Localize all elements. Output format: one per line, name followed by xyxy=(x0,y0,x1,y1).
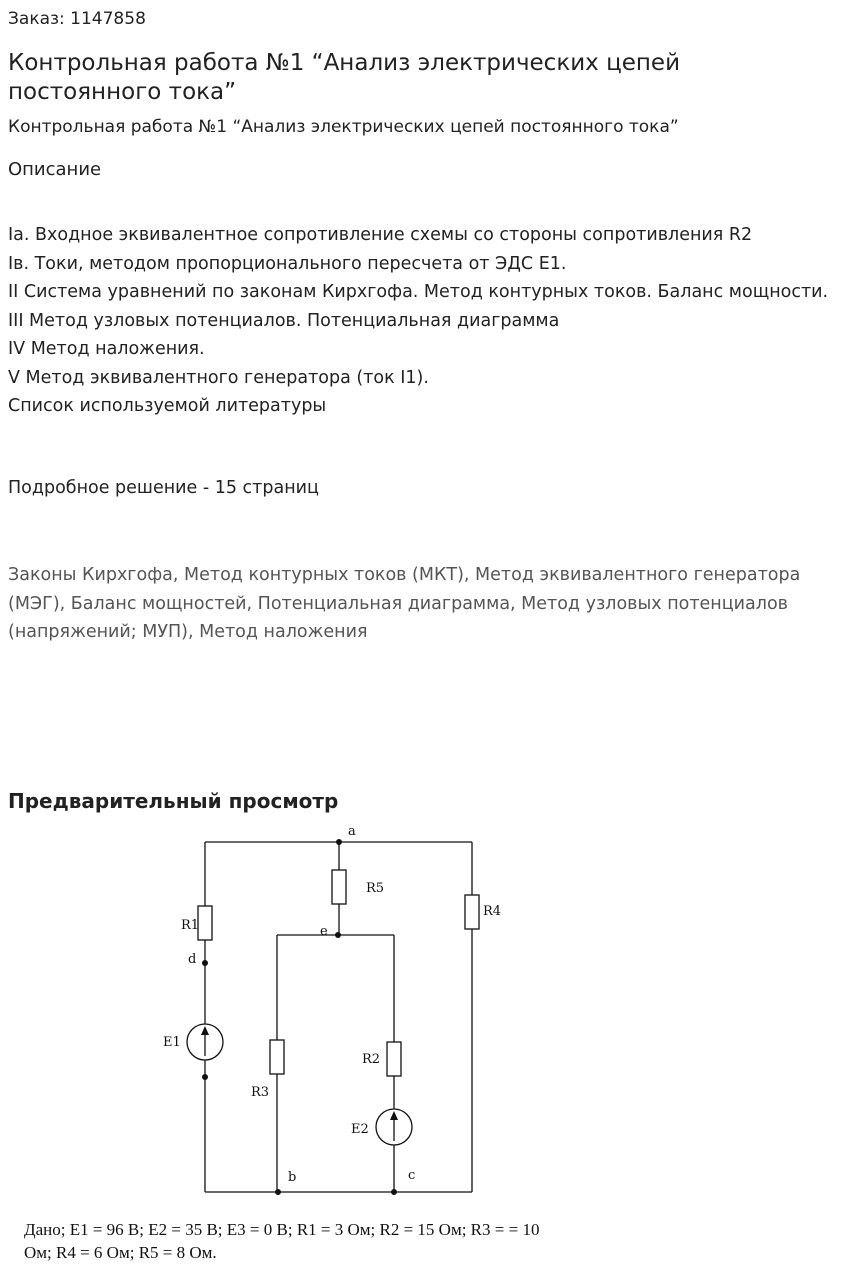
list-item: II Система уравнений по законам Кирхгофа. Метод контурных токов. Баланс мощности. xyxy=(8,282,829,302)
label-e2: E2 xyxy=(351,1122,369,1137)
subtitle: Контрольная работа №1 “Анализ электрических цепей постоянного тока” xyxy=(8,117,679,137)
page-title: Контрольная работа №1 “Анализ электрических цепей постоянного тока” xyxy=(8,50,681,105)
given-values: Дано; E1 = 96 В; E2 = 35 В; E3 = 0 В; R1 = 3 Ом; R2 = 15 Ом; R3 = = 10 Ом; R4 = 6 Ом; R5 = 8 Ом. xyxy=(24,1220,540,1262)
resistor-r4 xyxy=(465,895,479,929)
description-heading: Описание xyxy=(8,159,102,180)
label-node-e: e xyxy=(320,924,328,939)
list-item: Список используемой литературы xyxy=(8,396,327,416)
node-d-dot xyxy=(202,960,208,966)
resistor-r5 xyxy=(332,870,346,904)
tags: Законы Кирхгофа, Метод контурных токов (МКТ), Метод эквивалентного генератора (МЭГ), Баланс мощностей, Потенциальная диаграмма, Метод узловых потенциалов (напряжений; МУП), Метод наложения xyxy=(8,565,801,642)
list-item: V Метод эквивалентного генератора (ток I1). xyxy=(8,367,429,388)
source-e2 xyxy=(376,1109,412,1145)
label-r5: R5 xyxy=(366,881,385,896)
description-list xyxy=(8,221,838,421)
label-r4: R4 xyxy=(483,904,502,919)
list-item: Iв. Токи, методом пропорционального пересчета от ЭДС Е1. xyxy=(8,253,567,274)
resistor-r1 xyxy=(198,906,212,940)
resistor-r3 xyxy=(270,1040,284,1074)
node-e-dot xyxy=(335,932,341,938)
label-node-b: b xyxy=(288,1170,297,1185)
label-e1: E1 xyxy=(163,1035,181,1050)
node-b-dot xyxy=(275,1189,281,1195)
preview-heading: Предварительный просмотр xyxy=(8,789,339,813)
label-node-d: d xyxy=(188,952,197,967)
source-e1 xyxy=(187,1024,223,1060)
node-c-dot xyxy=(391,1189,397,1195)
list-item: III Метод узловых потенциалов. Потенциальная диаграмма xyxy=(8,310,560,331)
label-r2: R2 xyxy=(362,1052,381,1067)
resistor-r2 xyxy=(387,1042,401,1076)
order-number: Заказ: 1147858 xyxy=(8,9,146,29)
node-a-dot xyxy=(336,839,342,845)
label-node-c: c xyxy=(408,1168,416,1183)
circuit-diagram xyxy=(0,815,847,1215)
label-r3: R3 xyxy=(251,1085,270,1100)
list-item: IV Метод наложения. xyxy=(8,339,205,359)
label-r1: R1 xyxy=(181,918,200,933)
node-e1-dot xyxy=(202,1074,208,1080)
label-node-a: a xyxy=(348,824,356,839)
list-item: Iа. Входное эквивалентное сопротивление схемы со стороны сопротивления R2 xyxy=(8,225,753,245)
detail-note: Подробное решение - 15 страниц xyxy=(8,478,319,498)
